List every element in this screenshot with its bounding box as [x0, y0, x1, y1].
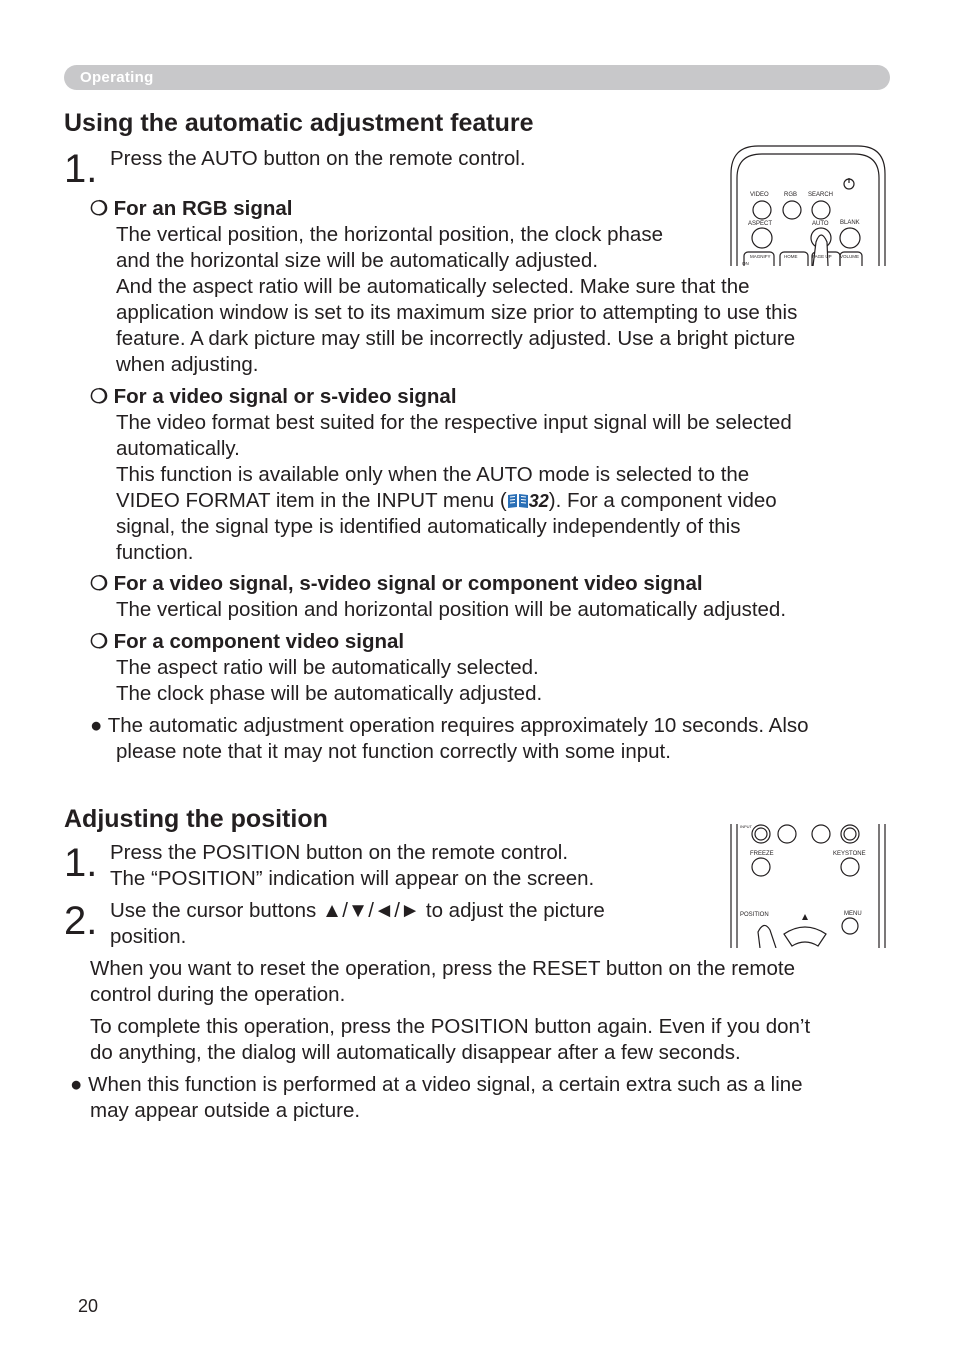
- position-title: Adjusting the position: [64, 805, 328, 833]
- circle-bullet-icon: ❍: [90, 573, 108, 595]
- auto-step-1-number: 1.: [64, 147, 98, 191]
- remote-label-home: HOME: [784, 254, 798, 259]
- circle-bullet-icon: ❍: [90, 631, 108, 653]
- remote-label-magnify: MAGNIFY: [750, 254, 771, 259]
- auto-note-line: [90, 713, 809, 739]
- remote-label-rgb: RGB: [784, 192, 798, 198]
- remote-label-menu: MENU: [844, 911, 862, 917]
- remote-label-on: ON: [742, 261, 749, 266]
- dot-bullet-icon: ●: [90, 714, 103, 737]
- circle-bullet-icon: ❍: [90, 386, 108, 408]
- position-step-1-number: 1.: [64, 841, 98, 885]
- comp-heading-text: For a component video signal: [113, 630, 405, 653]
- rgb-line: when adjusting.: [116, 353, 259, 376]
- remote-label-auto: AUTO: [812, 221, 829, 227]
- section-header-label: Operating: [80, 69, 154, 86]
- position-step-2-line: Use the cursor buttons ▲/▼/◄/► to adjust the picture: [110, 899, 605, 922]
- section-header-bar: [64, 65, 890, 90]
- reset-paragraph-line: When you want to reset the operation, press the RESET button on the remote: [90, 957, 795, 980]
- comp-heading: [90, 629, 404, 655]
- auto-adjust-title: Using the automatic adjustment feature: [64, 109, 534, 137]
- remote-label-blank: BLANK: [840, 220, 860, 226]
- video-line: automatically.: [116, 437, 240, 460]
- video-line: This function is available only when the AUTO mode is selected to the: [116, 463, 750, 486]
- remote-label-keystone: KEYSTONE: [833, 851, 866, 857]
- rgb-line: application window is set to its maximum size prior to attempting to use this: [116, 301, 798, 324]
- remote-label-aspect: ASPECT: [748, 221, 773, 227]
- video-heading: [90, 384, 457, 410]
- vscomp-line: The vertical position and horizontal position will be automatically adjusted.: [116, 598, 787, 621]
- auto-step-1-text: Press the AUTO button on the remote control.: [110, 147, 526, 170]
- video-line-part: VIDEO FORMAT item in the INPUT menu (: [116, 489, 507, 512]
- remote-label-page-up: PAGE UP: [812, 254, 832, 259]
- video-line-part: ). For a component video: [548, 489, 777, 512]
- position-note-line: [70, 1072, 803, 1098]
- complete-paragraph-line: do anything, the dialog will automatically disappear after a few seconds.: [90, 1041, 741, 1064]
- complete-paragraph-line: To complete this operation, press the POSITION button again. Even if you don’t: [90, 1015, 811, 1038]
- remote-label-video: VIDEO: [750, 192, 769, 198]
- auto-note-line: please note that it may not function correctly with some input.: [116, 740, 671, 763]
- remote-label-input: INPUT: [740, 824, 752, 829]
- remote-label-position: POSITION: [740, 912, 769, 918]
- reset-paragraph-line: control during the operation.: [90, 983, 346, 1006]
- position-step-1-line: Press the POSITION button on the remote control.: [110, 841, 569, 864]
- rgb-line: and the horizontal size will be automatically adjusted.: [116, 249, 599, 272]
- rgb-line: And the aspect ratio will be automatically selected. Make sure that the: [116, 275, 750, 298]
- vscomp-heading-text: For a video signal, s-video signal or component video signal: [113, 572, 703, 595]
- comp-line: The aspect ratio will be automatically selected.: [116, 656, 539, 679]
- position-step-1-line: The “POSITION” indication will appear on the screen.: [110, 867, 595, 890]
- position-step-2-line: position.: [110, 925, 187, 948]
- position-note-text: When this function is performed at a video signal, a certain extra such as a line: [88, 1073, 803, 1096]
- position-step-2-number: 2.: [64, 899, 98, 943]
- comp-line: The clock phase will be automatically adjusted.: [116, 682, 543, 705]
- video-heading-text: For a video signal or s-video signal: [113, 385, 457, 408]
- remote-auto-illustration: [728, 144, 888, 266]
- book-icon: [507, 488, 529, 514]
- rgb-heading-text: For an RGB signal: [113, 197, 293, 220]
- video-line-with-reference: [116, 488, 777, 514]
- video-line: function.: [116, 541, 194, 564]
- circle-bullet-icon: ❍: [90, 198, 108, 220]
- page-reference[interactable]: 32: [528, 491, 549, 511]
- auto-note-text: The automatic adjustment operation requires approximately 10 seconds. Also: [107, 714, 809, 737]
- video-line: signal, the signal type is identified automatically independently of this: [116, 515, 741, 538]
- remote-label-freeze: FREEZE: [750, 851, 774, 857]
- remote-position-illustration: [728, 824, 888, 948]
- page-number: 20: [78, 1296, 99, 1316]
- vscomp-heading: [90, 571, 703, 597]
- dot-bullet-icon: ●: [70, 1073, 83, 1096]
- position-note-line: may appear outside a picture.: [90, 1099, 361, 1122]
- remote-label-volume: VOLUME: [840, 254, 860, 259]
- rgb-line: The vertical position, the horizontal position, the clock phase: [116, 223, 663, 246]
- video-line: The video format best suited for the respective input signal will be selected: [116, 411, 792, 434]
- remote-label-search: SEARCH: [808, 192, 834, 198]
- rgb-line: feature. A dark picture may still be incorrectly adjusted. Use a bright picture: [116, 327, 796, 350]
- rgb-heading: [90, 196, 292, 222]
